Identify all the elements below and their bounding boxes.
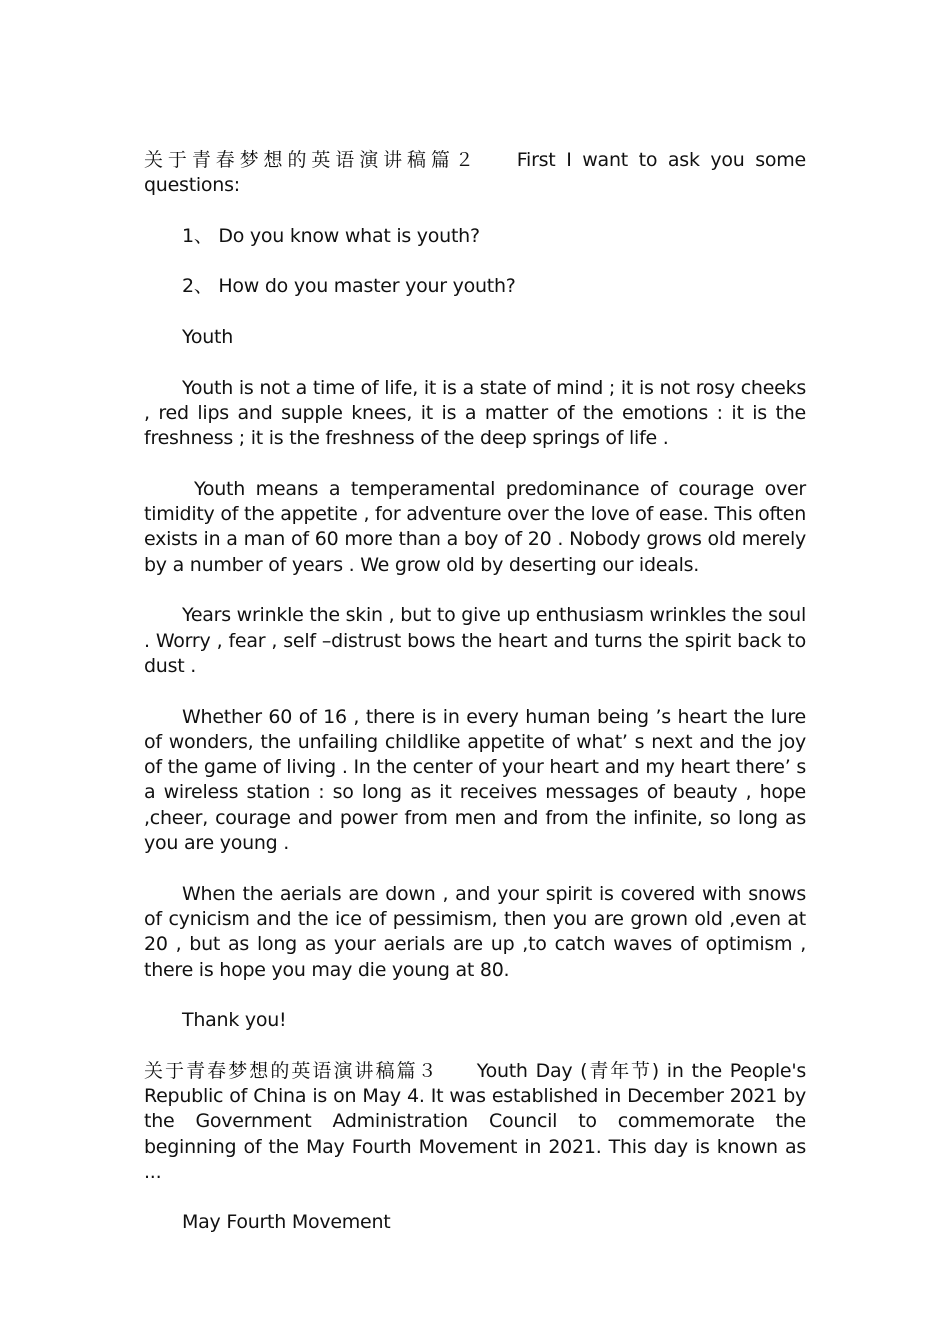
section3-title: 关于青春梦想的英语演讲稿篇３ <box>144 1059 439 1082</box>
paragraph-5: When the aerials are down , and your spirit is covered with snows of cynicism and the ice of pessimism, then you are grown old ,even at 20 , but as long as your aerials are up ,to catch waves of optimism , there is hope you may die young at 80. <box>144 882 806 981</box>
section2-heading-paragraph <box>144 148 806 199</box>
question-2: 2、 How do you master your youth? <box>182 275 516 298</box>
section3-intro: Youth Day (青年节) in the People's Republic of China is on May 4. It was established in December 2021 by the Government Administration Council to commemorate the beginning of the May Fourth Movement in 2021. This day is known as ... <box>144 1059 806 1183</box>
section3-heading-paragraph <box>144 1059 806 1185</box>
section2-title: 关于青春梦想的英语演讲稿篇２ <box>144 149 479 171</box>
section2-intro: First I want to ask you some questions: <box>144 149 806 197</box>
paragraph-4: Whether 60 of 16 , there is in every human being ’s heart the lure of wonders, the unfailing childlike appetite of what’ s next and the joy of the game of living . In the center of your heart and my heart there’ s a wireless station : so long as it receives messages of beauty , hope ,cheer, courage and power from men and from the infinite, so long as you are young . <box>144 705 806 855</box>
closing-line: Thank you! <box>182 1009 287 1032</box>
paragraph-2: Youth means a temperamental predominance of courage over timidity of the appetite , for adventure over the love of ease. This often exists in a man of 60 more than a boy of 20 . Nobody grows old merely by a number of years . We grow old by deserting our ideals. <box>144 477 806 576</box>
paragraph-1: Youth is not a time of life, it is a state of mind ; it is not rosy cheeks , red lips and supple knees, it is a matter of the emotions : it is the freshness ; it is the freshness of the deep springs of life . <box>144 376 806 450</box>
document-page <box>144 148 806 1261</box>
section3-subheading: May Fourth Movement <box>182 1211 391 1234</box>
paragraph-3: Years wrinkle the skin , but to give up enthusiasm wrinkles the soul . Worry , fear , self –distrust bows the heart and turns the spirit back to dust . <box>144 604 806 677</box>
question-1: 1、 Do you know what is youth? <box>182 224 480 247</box>
poem-title: Youth <box>182 326 233 349</box>
